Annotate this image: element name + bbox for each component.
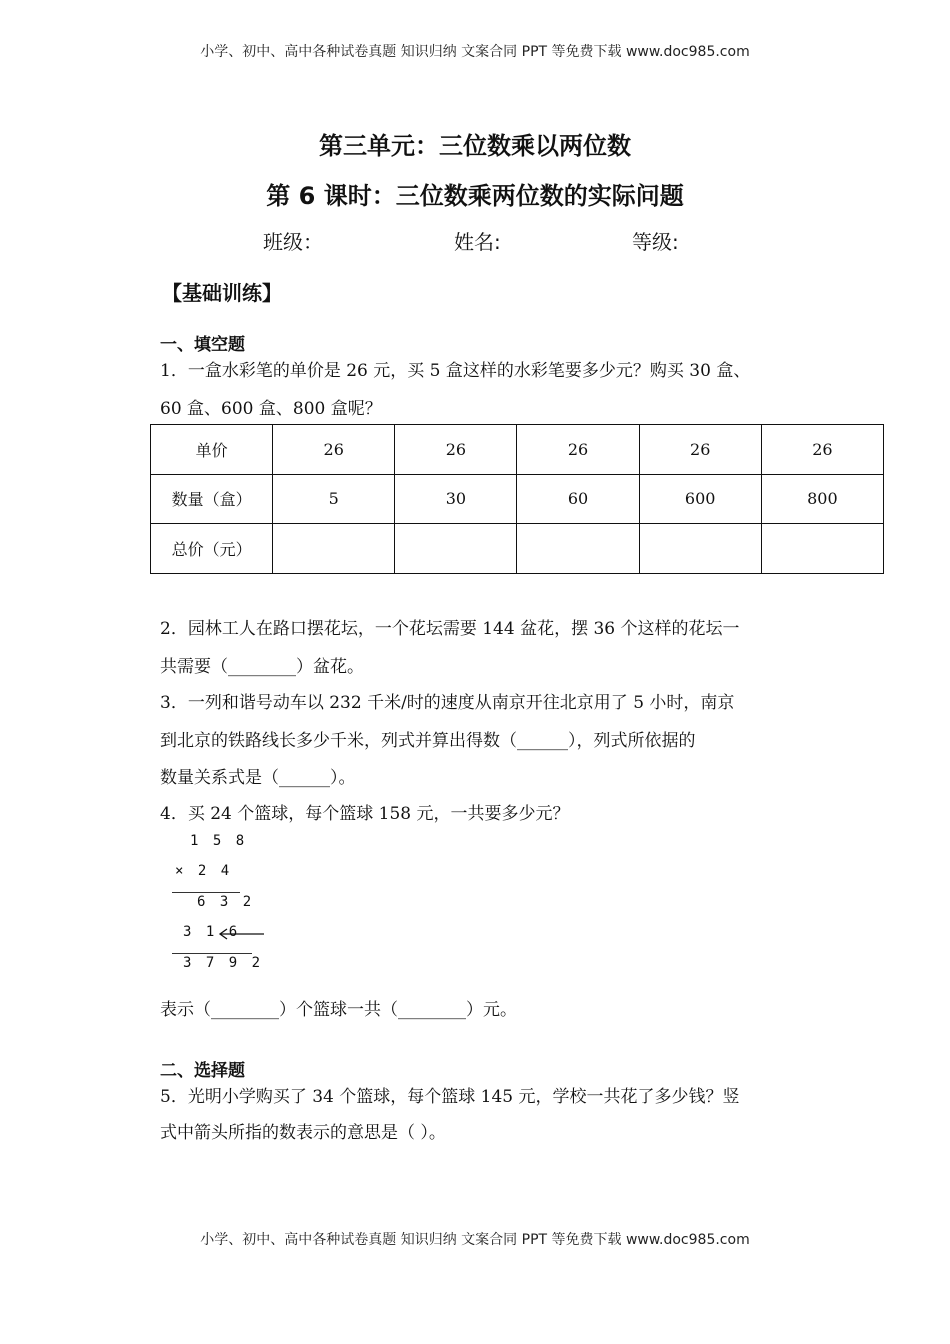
table-cell: 600 xyxy=(639,474,761,524)
page-footer: 小学、初中、高中各种试卷真题 知识归纳 文案合同 PPT 等免费下载 www.doc985.com xyxy=(200,1232,750,1248)
calc-partial-product-2: 3 1 6 xyxy=(183,924,241,940)
question-4-line-1: 4．买 24 个篮球，每个篮球 158 元，一共要多少元？ xyxy=(160,804,570,824)
answer-cell[interactable] xyxy=(761,524,883,574)
answer-cell[interactable] xyxy=(273,524,395,574)
table-cell: 26 xyxy=(761,425,883,475)
basic-training-heading: 【基础训练】 xyxy=(162,281,282,305)
fill-blank-heading: 一、填空题 xyxy=(160,335,245,355)
table-cell: 800 xyxy=(761,474,883,524)
unit-title: 第三单元：三位数乘以两位数 xyxy=(319,132,631,160)
price-table xyxy=(150,424,884,574)
table-row xyxy=(151,474,884,524)
calc-multiplier: × 2 4 xyxy=(175,863,233,879)
question-1-line-2: 60 盒、600 盒、800 盒呢？ xyxy=(160,399,382,419)
class-label: 班级： xyxy=(263,230,323,254)
lesson-title: 第 6 课时：三位数乘两位数的实际问题 xyxy=(266,182,684,210)
table-row xyxy=(151,524,884,574)
question-3-line-1: 3．一列和谐号动车以 232 千米/时的速度从南京开往北京用了 5 小时，南京 xyxy=(160,693,735,713)
table-cell: 26 xyxy=(639,425,761,475)
table-cell: 60 xyxy=(517,474,639,524)
table-cell: 26 xyxy=(395,425,517,475)
calc-rule-line xyxy=(172,892,240,893)
left-arrow-icon xyxy=(216,926,266,942)
table-cell: 26 xyxy=(273,425,395,475)
question-5-line-2: 式中箭头所指的数表示的意思是（ ）。 xyxy=(160,1123,446,1143)
question-4-answer-line: 表示（________）个篮球一共（________）元。 xyxy=(160,1000,517,1020)
calc-rule-line xyxy=(172,953,252,954)
calc-result: 3 7 9 2 xyxy=(183,955,264,971)
table-row xyxy=(151,425,884,475)
calc-partial-product-1: 6 3 2 xyxy=(197,894,255,910)
row-label: 数量（盒） xyxy=(151,474,273,524)
grade-label: 等级: xyxy=(632,230,679,254)
question-3-line-2: 到北京的铁路线长多少千米，列式并算出得数（______），列式所依据的 xyxy=(160,731,696,751)
table-cell: 26 xyxy=(517,425,639,475)
row-label: 总价（元） xyxy=(151,524,273,574)
calc-multiplicand: 1 5 8 xyxy=(190,833,248,849)
question-2-line-1: 2．园林工人在路口摆花坛，一个花坛需要 144 盆花，摆 36 个这样的花坛一 xyxy=(160,619,740,639)
row-label: 单价 xyxy=(151,425,273,475)
answer-cell[interactable] xyxy=(639,524,761,574)
question-2-line-2: 共需要（________）盆花。 xyxy=(160,657,364,677)
question-3-line-3: 数量关系式是（______）。 xyxy=(160,768,356,788)
table-cell: 30 xyxy=(395,474,517,524)
multiple-choice-heading: 二、选择题 xyxy=(160,1061,245,1081)
question-1-line-1: 1．一盒水彩笔的单价是 26 元，买 5 盒这样的水彩笔要多少元？购买 30 盒、 xyxy=(160,361,751,381)
question-5-line-1: 5．光明小学购买了 34 个篮球，每个篮球 145 元，学校一共花了多少钱？竖 xyxy=(160,1087,740,1107)
name-label: 姓名: xyxy=(454,230,501,254)
answer-cell[interactable] xyxy=(517,524,639,574)
table-cell: 5 xyxy=(273,474,395,524)
page-header: 小学、初中、高中各种试卷真题 知识归纳 文案合同 PPT 等免费下载 www.doc985.com xyxy=(200,44,750,60)
answer-cell[interactable] xyxy=(395,524,517,574)
